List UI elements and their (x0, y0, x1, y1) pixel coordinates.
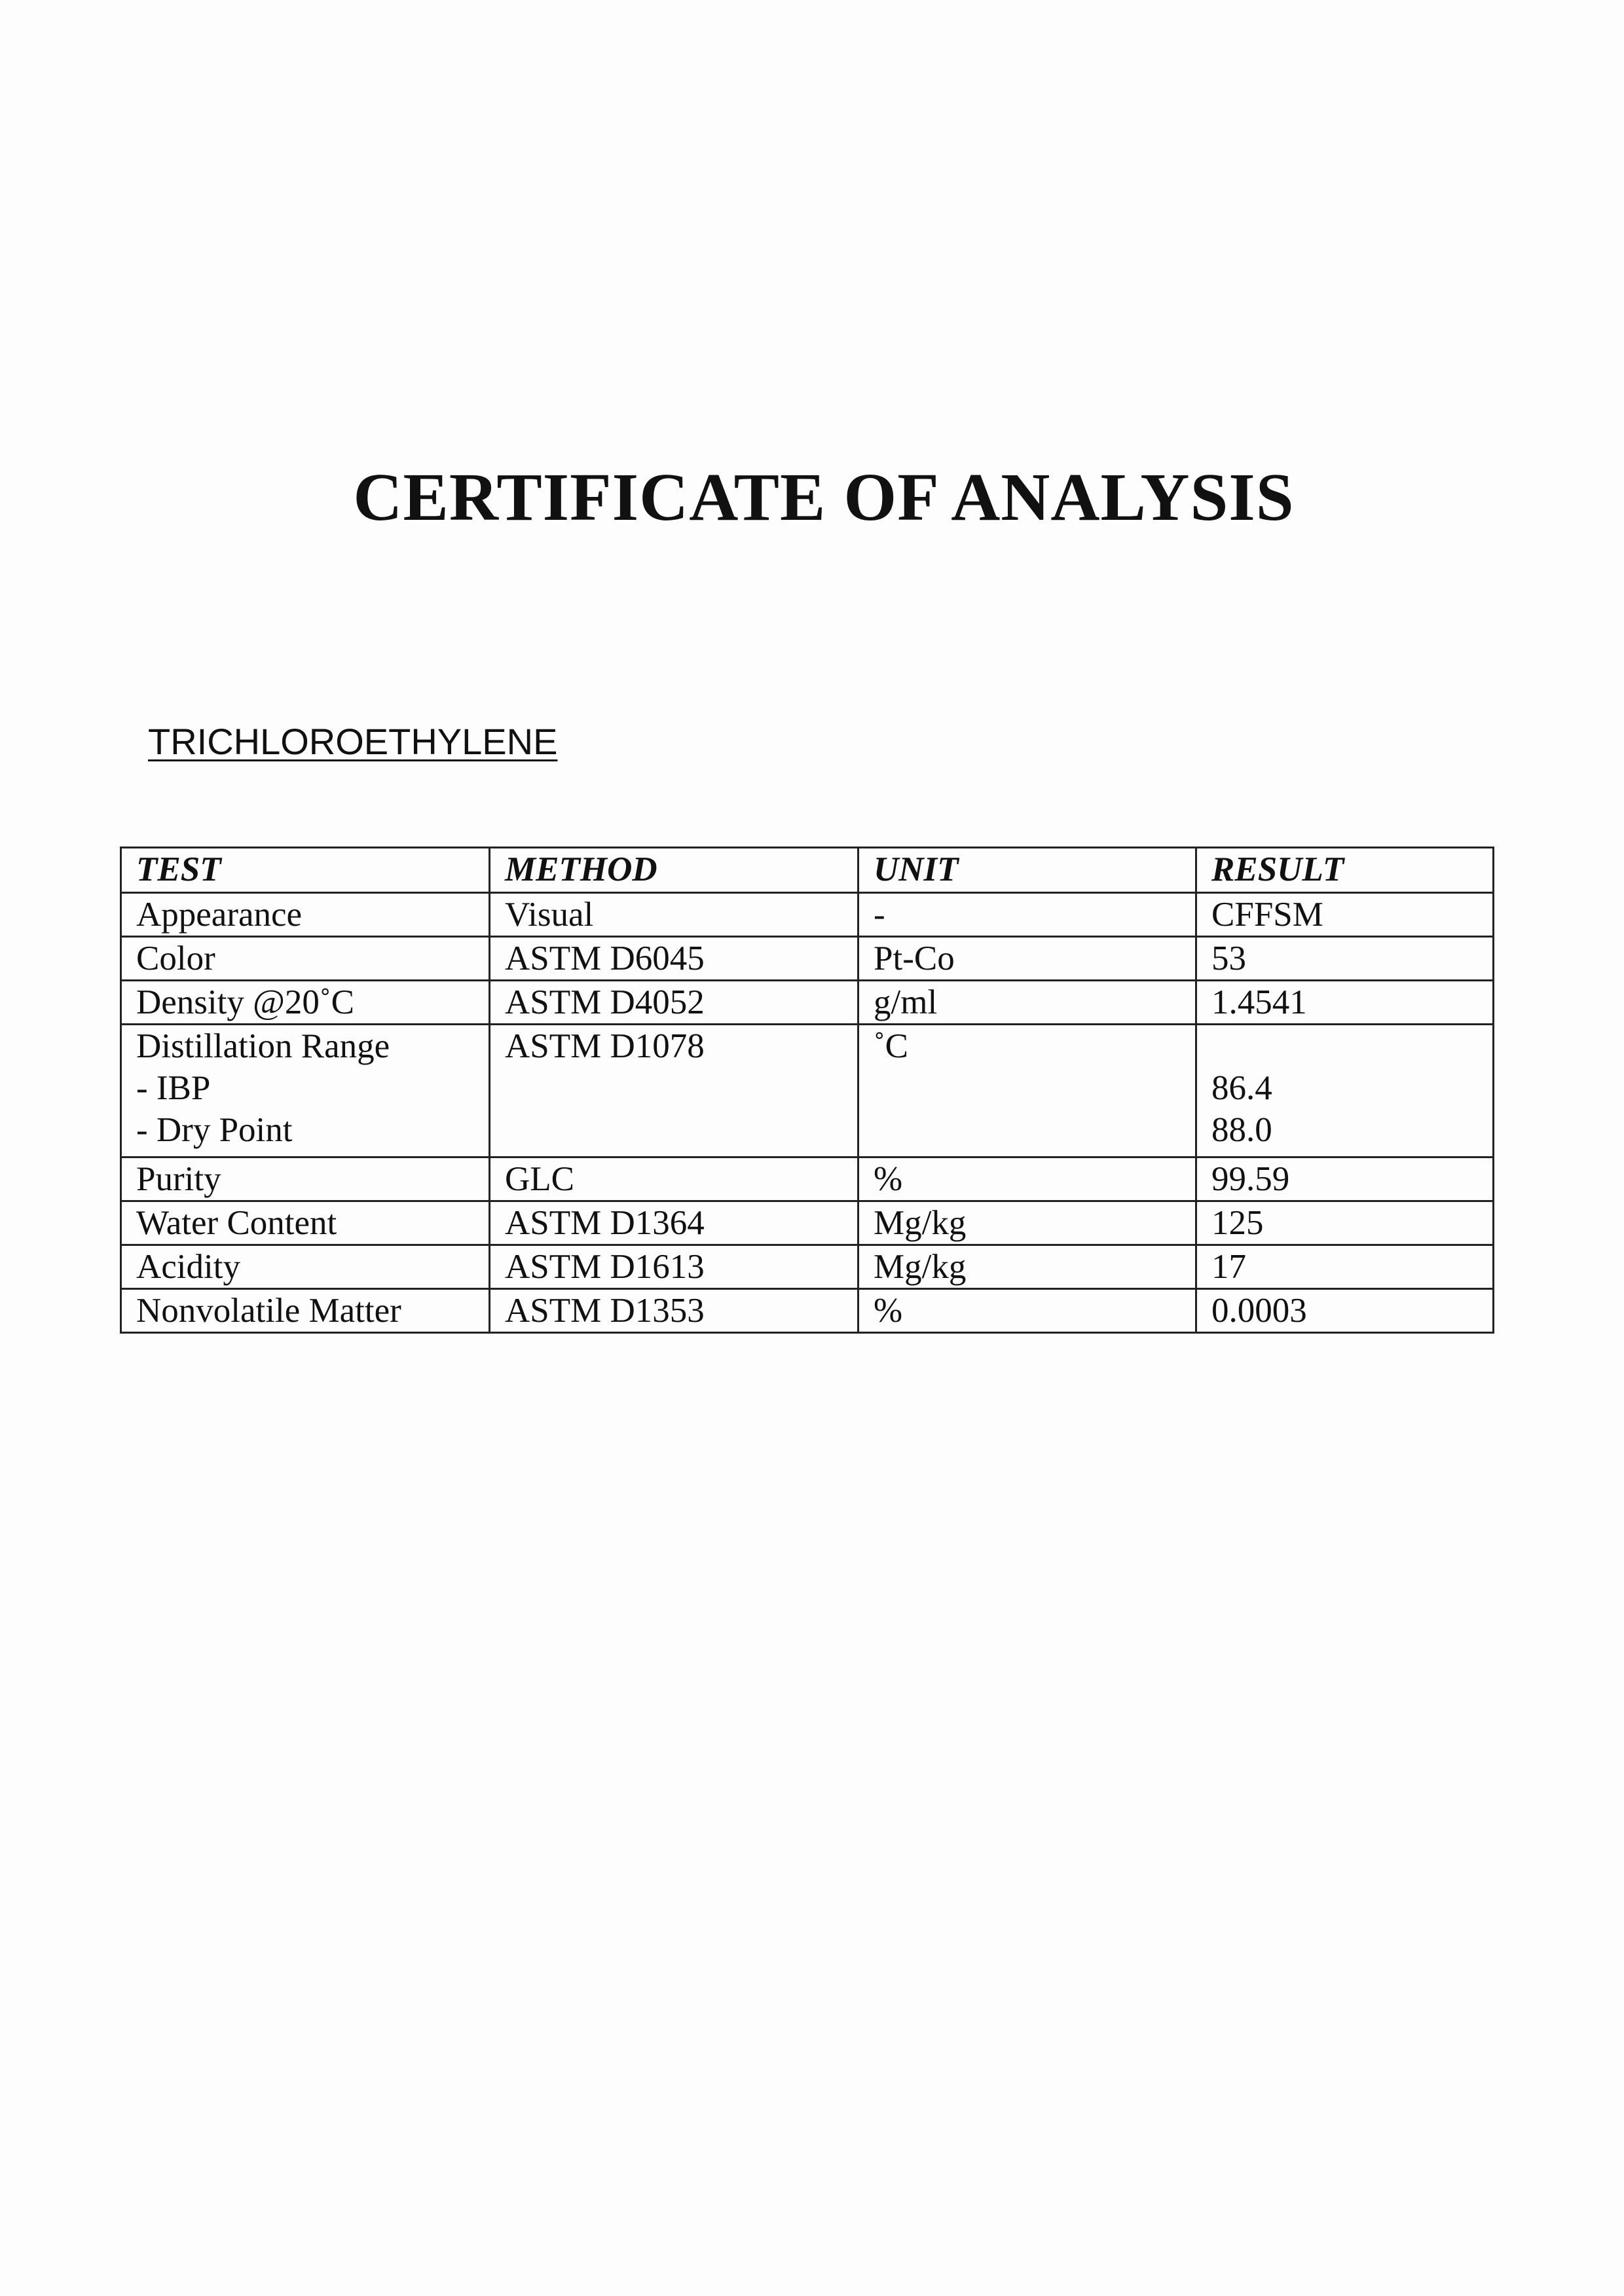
cell-test (121, 1025, 490, 1157)
header-method: METHOD (490, 848, 858, 893)
cell-unit: - (858, 893, 1196, 937)
cell-test: Purity (121, 1157, 490, 1201)
cell-method: ASTM D4052 (490, 981, 858, 1025)
header-result: RESULT (1196, 848, 1494, 893)
cell-unit: % (858, 1289, 1196, 1333)
table-row (121, 937, 1494, 981)
cell-unit: ˚C (858, 1025, 1196, 1157)
cell-test: Density @20˚C (121, 981, 490, 1025)
cell-method: ASTM D1353 (490, 1289, 858, 1333)
cell-method: ASTM D6045 (490, 937, 858, 981)
sub-test-dry-point: - Dry Point (136, 1111, 293, 1149)
cell-test: Color (121, 937, 490, 981)
cell-unit: Mg/kg (858, 1201, 1196, 1245)
cell-method: ASTM D1078 (490, 1025, 858, 1157)
cell-unit: Pt-Co (858, 937, 1196, 981)
cell-method: ASTM D1364 (490, 1201, 858, 1245)
document-title: CERTIFICATE OF ANALYSIS (353, 460, 1295, 535)
table-row (121, 1245, 1494, 1289)
cell-result: 1.4541 (1196, 981, 1494, 1025)
cell-test: Nonvolatile Matter (121, 1289, 490, 1333)
cell-result: 17 (1196, 1245, 1494, 1289)
cell-unit: Mg/kg (858, 1245, 1196, 1289)
cell-result (1196, 1025, 1494, 1157)
cell-result: 0.0003 (1196, 1289, 1494, 1333)
cell-unit: g/ml (858, 981, 1196, 1025)
table-row (121, 1157, 1494, 1201)
header-test: TEST (121, 848, 490, 893)
cell-test: Water Content (121, 1201, 490, 1245)
cell-test: Acidity (121, 1245, 490, 1289)
table-row (121, 893, 1494, 937)
cell-test: Appearance (121, 893, 490, 937)
analysis-table (120, 847, 1494, 1334)
cell-method: Visual (490, 893, 858, 937)
sub-test-ibp: - IBP (136, 1069, 211, 1107)
cell-method: GLC (490, 1157, 858, 1201)
result-spacer (1211, 1025, 1492, 1067)
cell-result: 125 (1196, 1201, 1494, 1245)
test-name: Distillation Range (136, 1027, 390, 1065)
cell-result: CFFSM (1196, 893, 1494, 937)
sub-result-dry-point: 88.0 (1211, 1111, 1272, 1149)
cell-result: 53 (1196, 937, 1494, 981)
table-row (121, 1289, 1494, 1333)
table-header-row (121, 848, 1494, 893)
cell-unit: % (858, 1157, 1196, 1201)
header-unit: UNIT (858, 848, 1196, 893)
sub-result-ibp: 86.4 (1211, 1069, 1272, 1107)
table-row (121, 981, 1494, 1025)
cell-result: 99.59 (1196, 1157, 1494, 1201)
product-name: TRICHLOROETHYLENE (148, 721, 558, 762)
table-row (121, 1025, 1494, 1157)
cell-method: ASTM D1613 (490, 1245, 858, 1289)
table-row (121, 1201, 1494, 1245)
